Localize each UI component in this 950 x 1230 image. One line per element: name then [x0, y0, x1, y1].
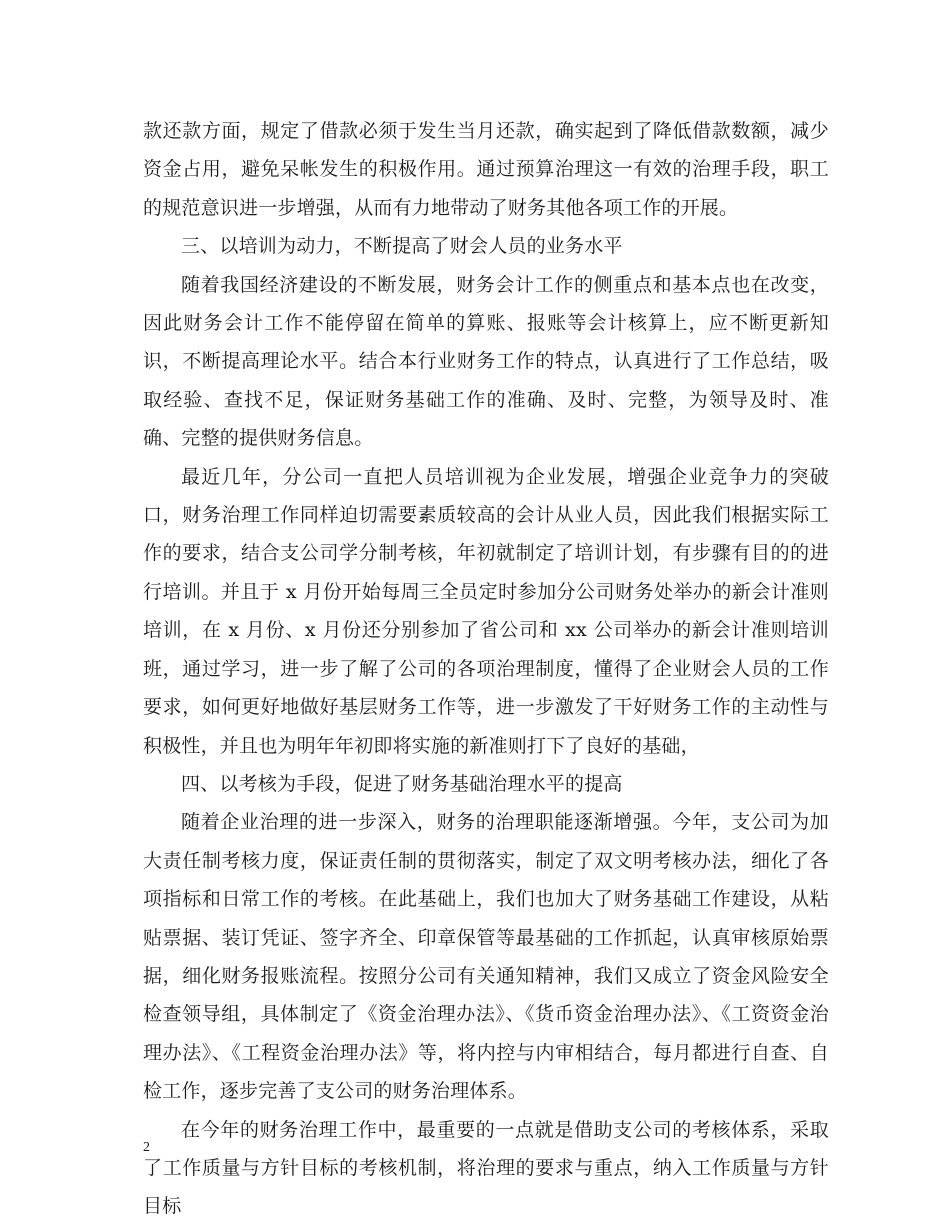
document-body [143, 112, 829, 1226]
paragraph-management-deepening: 随着企业治理的进一步深入，财务的治理职能逐渐增强。今年，支公司为加大责任制考核力度，保证责任制的贯彻落实，制定了双文明考核办法，细化了各项指标和日常工作的考核。在此基础上，我们也加大了财务基础工作建设，从粘贴票据、装订凭证、签字齐全、印章保管等最基础的工作抓起，认真审核原始票据，细化财务报账流程。按照分公司有关通知精神，我们又成立了资金风险安全检查领导组，具体制定了《资金治理办法》、《货币资金治理办法》、《工资资金治理办法》、《工程资金治理办法》等，将内控与内审相结合，每月都进行自查、自检工作，逐步完善了支公司的财务治理体系。 [143, 811, 829, 1103]
paragraph-economic-development: 随着我国经济建设的不断发展，财务会计工作的侧重点和基本点也在改变，因此财务会计工作不能停留在简单的算账、报账等会计核算上，应不断更新知识，不断提高理论水平。结合本行业财务工作的特点，认真进行了工作总结，吸取经验、查找不足，保证财务基础工作的准确、及时、完整，为领导及时、准确、完整的提供财务信息。 [143, 273, 829, 450]
paragraph-continuation: 款还款方面，规定了借款必须于发生当月还款，确实起到了降低借款数额，减少资金占用，避免呆帐发生的积极作用。通过预算治理这一有效的治理手段，职工的规范意识进一步增强，从而有力地带动了财务其他各项工作的开展。 [143, 120, 829, 219]
section-heading-training: 三、以培训为动力，不断提高了财会人员的业务水平 [181, 235, 623, 258]
page-number: 2 [143, 1140, 150, 1155]
paragraph-assessment-system: 在今年的财务治理工作中，最重要的一点就是借助支公司的考核体系，采取了工作质量与方针目标的考核机制，将治理的要求与重点，纳入工作质量与方针目标 [143, 1118, 829, 1218]
paragraph-staff-training: 最近几年，分公司一直把人员培训视为企业发展，增强企业竞争力的突破口，财务治理工作同样迫切需要素质较高的会计从业人员，因此我们根据实际工作的要求，结合支公司学分制考核，年初就制定了培训计划，有步骤有目的的进行培训。并且于 x 月份开始每周三全员定时参加分公司财务处举办的新会计准则培训，在 x 月份、x 月份还分别参加了省公司和 xx 公司举办的新会计准则培训班，通过学习，进一步了解了公司的各项治理制度，懂得了企业财会人员的工作要求，如何更好地做好基层财务工作等，进一步激发了干好财务工作的主动性与积极性，并且也为明年年初即将实施的新准则打下了良好的基础， [143, 465, 829, 757]
section-heading-assessment: 四、以考核为手段，促进了财务基础治理水平的提高 [181, 772, 623, 795]
